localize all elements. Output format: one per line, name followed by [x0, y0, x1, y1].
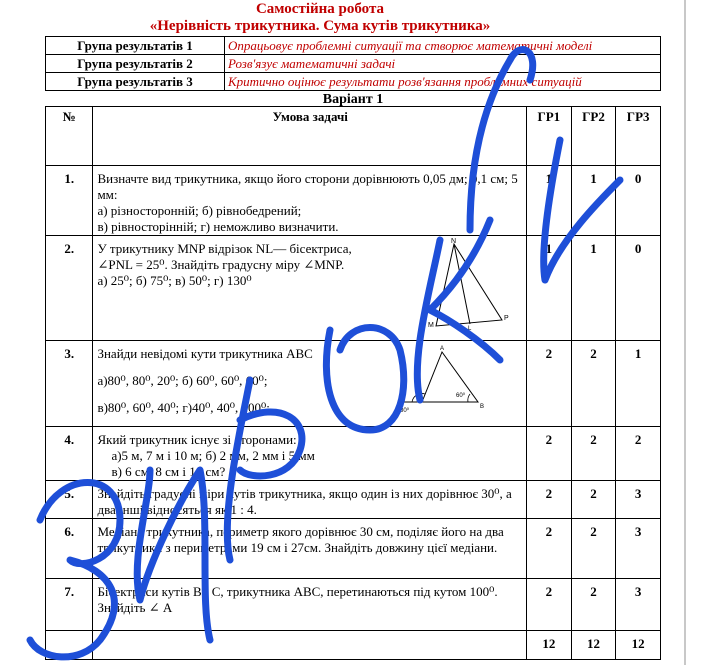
score-g2: 2 — [571, 427, 616, 481]
label-l: L — [468, 326, 472, 330]
score-g1: 2 — [527, 579, 572, 631]
score-g2: 1 — [571, 166, 616, 236]
task-line: в)80⁰, 60⁰, 40⁰; г)40⁰, 40⁰, 100⁰; — [97, 400, 270, 415]
score-g2: 1 — [571, 236, 616, 341]
task-line: а) 25⁰; б) 75⁰; в) 50⁰; г) 130⁰ — [97, 273, 252, 288]
score-g3: 3 — [616, 519, 661, 579]
totals-empty-no — [46, 631, 93, 660]
score-g2: 2 — [571, 519, 616, 579]
task-condition — [93, 427, 527, 481]
column-header-condition: Умова задачі — [93, 107, 527, 166]
score-g2: 2 — [571, 481, 616, 519]
result-group-text: Розв'язує математичні задачі — [225, 55, 661, 73]
task-condition — [93, 519, 527, 579]
score-g1: 1 — [527, 166, 572, 236]
label-b: B — [480, 404, 485, 410]
score-g3: 2 — [616, 427, 661, 481]
score-g3: 0 — [616, 166, 661, 236]
column-header-g2: ГР2 — [571, 107, 616, 166]
task-line: в) 6 см, 8 см і 14 см? — [111, 464, 226, 479]
score-g2: 2 — [571, 579, 616, 631]
result-group-label: Група результатів 3 — [46, 73, 225, 91]
result-groups-table — [45, 36, 661, 91]
score-g3: 0 — [616, 236, 661, 341]
task-line: Медіана трикутника, периметр якого дорівнює 30 см, поділяє його на два трикутники з периметрами 19 см і 27см. Знайдіть довжину цієї медіани. — [97, 524, 504, 555]
label-m: M — [428, 322, 434, 329]
result-group-row — [46, 37, 661, 55]
tasks-table — [45, 106, 661, 660]
result-group-text: Критично оцінює результати розв'язання проблемних ситуацій — [225, 73, 661, 91]
table-row — [46, 166, 661, 236]
task-number: 6. — [46, 519, 93, 579]
label-c: C — [418, 396, 423, 402]
result-group-label: Група результатів 2 — [46, 55, 225, 73]
table-row — [46, 519, 661, 579]
task-condition — [93, 481, 527, 519]
label-n: N — [451, 238, 457, 245]
label-angle-b: 60⁰ — [456, 393, 466, 399]
task-number: 5. — [46, 481, 93, 519]
task-condition — [93, 166, 527, 236]
column-header-g3: ГР3 — [616, 107, 661, 166]
total-g3: 12 — [616, 631, 661, 660]
variant-heading: Варіант 1 — [322, 92, 384, 107]
task-number: 7. — [46, 579, 93, 631]
task-line: а) різносторонній; б) рівнобедрений; — [97, 203, 302, 218]
score-g1: 2 — [527, 427, 572, 481]
result-group-text: Опрацьовує проблемні ситуації та створює математичні моделі — [225, 37, 661, 55]
task-number: 4. — [46, 427, 93, 481]
score-g1: 2 — [527, 481, 572, 519]
column-header-no: № — [46, 107, 93, 166]
table-row — [46, 236, 661, 341]
task-number: 2. — [46, 236, 93, 341]
task-line: ∠PNL = 25⁰. Знайдіть градусну міру ∠MNP. — [97, 257, 345, 272]
task-line: в) рівносторінній; г) неможливо визначити. — [97, 219, 339, 234]
task-line: а)5 м, 7 м і 10 м; б) 2 мм, 2 мм і 5 мм — [111, 448, 315, 463]
task-line: Знайди невідомі кути трикутника АВС — [97, 346, 313, 361]
task-condition — [93, 579, 527, 631]
table-row — [46, 481, 661, 519]
task-line: а)80⁰, 80⁰, 20⁰; б) 60⁰, 60⁰, 60⁰; — [97, 373, 268, 388]
task-line: У трикутнику MNP відрізок NL— бісектриса, — [97, 241, 352, 256]
angle-b-arc — [468, 394, 470, 402]
label-exterior-angle: 80⁰ — [400, 408, 410, 414]
score-g1: 2 — [527, 519, 572, 579]
task-line: Бісектриси кутів В і С, трикутника АВС, перетинаються під кутом 100⁰. Знайдіть ∠ А — [97, 584, 498, 615]
page-subtitle: «Нерівність трикутника. Сума кутів трикутника» — [149, 18, 491, 34]
task-line: Знайдіть градусні міри кутів трикутника, якщо один із них дорівнює 30⁰, а два інші відносяться як 1 : 4. — [97, 486, 512, 517]
task-number: 3. — [46, 341, 93, 427]
score-g1: 2 — [527, 341, 572, 427]
triangle-abc-figure — [396, 340, 488, 416]
table-row — [46, 579, 661, 631]
label-a: A — [440, 346, 445, 352]
table-row — [46, 427, 661, 481]
triangle-mnp-shape — [436, 244, 502, 326]
score-g3: 3 — [616, 481, 661, 519]
result-group-label: Група результатів 1 — [46, 37, 225, 55]
score-g3: 1 — [616, 341, 661, 427]
triangle-mnp-figure — [428, 234, 514, 330]
total-g1: 12 — [527, 631, 572, 660]
label-p: P — [504, 315, 509, 322]
result-group-row — [46, 73, 661, 91]
task-line: Визначте вид трикутника, якщо його сторони дорівнюють 0,05 дм; 0,1 см; 5 мм: — [97, 171, 518, 202]
task-number: 1. — [46, 166, 93, 236]
page-title: Самостійна робота — [255, 1, 385, 17]
result-group-row — [46, 55, 661, 73]
column-header-g1: ГР1 — [527, 107, 572, 166]
score-g3: 3 — [616, 579, 661, 631]
score-g2: 2 — [571, 341, 616, 427]
page-edge — [684, 0, 686, 665]
total-g2: 12 — [571, 631, 616, 660]
totals-row — [46, 631, 661, 660]
table-row — [46, 341, 661, 427]
totals-empty-condition — [93, 631, 527, 660]
score-g1: 1 — [527, 236, 572, 341]
task-line: Який трикутник існує зі сторонами: — [97, 432, 297, 447]
table-header-row — [46, 107, 661, 166]
